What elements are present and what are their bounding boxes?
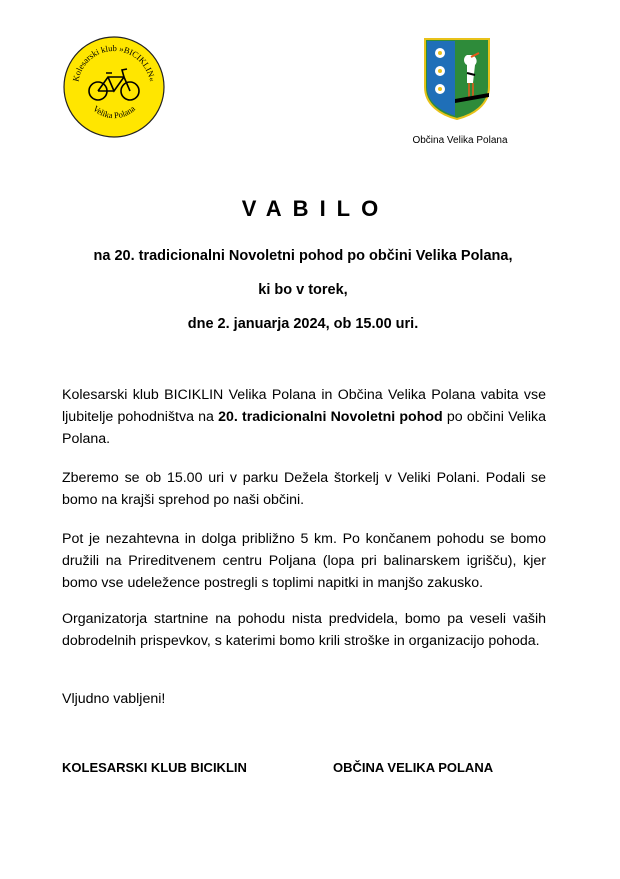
signature-club: KOLESARSKI KLUB BICIKLIN — [62, 760, 247, 775]
club-logo — [62, 35, 166, 139]
paragraph-invitation-start: Kolesarski klub BICIKLIN Velika Polana in Občina Velika Polana vabita vse ljubitelje pohodništva na — [62, 387, 546, 425]
page-title: VABILO — [241, 196, 390, 221]
daisy-icon — [435, 48, 445, 94]
paragraph-meeting: Zberemo se ob 15.00 uri v parku Dežela štorkelj v Veliki Polani. Podali se bomo na krajši sprehod po naši občini. — [62, 470, 546, 508]
paragraph-closing: Vljudno vabljeni! — [62, 691, 166, 707]
paragraph-route: Pot je nezahtevna in dolga približno 5 km. Po končanem pohodu se bomo družili na Prireditvenem centru Poljana (lopa pri balinarskem igrišču), kjer bomo vse udeležence postregli s toplimi napitki in manjšo zakusko. — [62, 531, 546, 591]
paragraph-donations: Organizatorja startnine na pohodu nista predvidela, bomo pa veseli vaših dobrodelnih prispevkov, s katerimi bomo krili stroške in organizacijo pohoda. — [62, 611, 546, 649]
club-logo-arc-top: Kolesarski klub »BICIKLIN« — [70, 42, 158, 83]
subtitle-line-3: dne 2. januarja 2024, ob 15.00 uri. — [187, 316, 419, 332]
subtitle-line-1: na 20. tradicionalni Novoletni pohod po občini Velika Polana, — [93, 248, 513, 264]
paragraph-invitation — [62, 384, 546, 450]
municipality-crest — [423, 37, 491, 121]
paragraph-invitation-end: po občini Velika Polana. — [62, 409, 546, 447]
signature-municipality: OBČINA VELIKA POLANA — [333, 760, 494, 775]
paragraph-invitation-bold: 20. tradicionalni Novoletni pohod — [218, 409, 443, 425]
municipality-caption: Občina Velika Polana — [412, 135, 508, 146]
club-logo-arc-bottom: Velika Polana — [91, 103, 137, 121]
subtitle-line-2: ki bo v torek, — [258, 282, 348, 298]
